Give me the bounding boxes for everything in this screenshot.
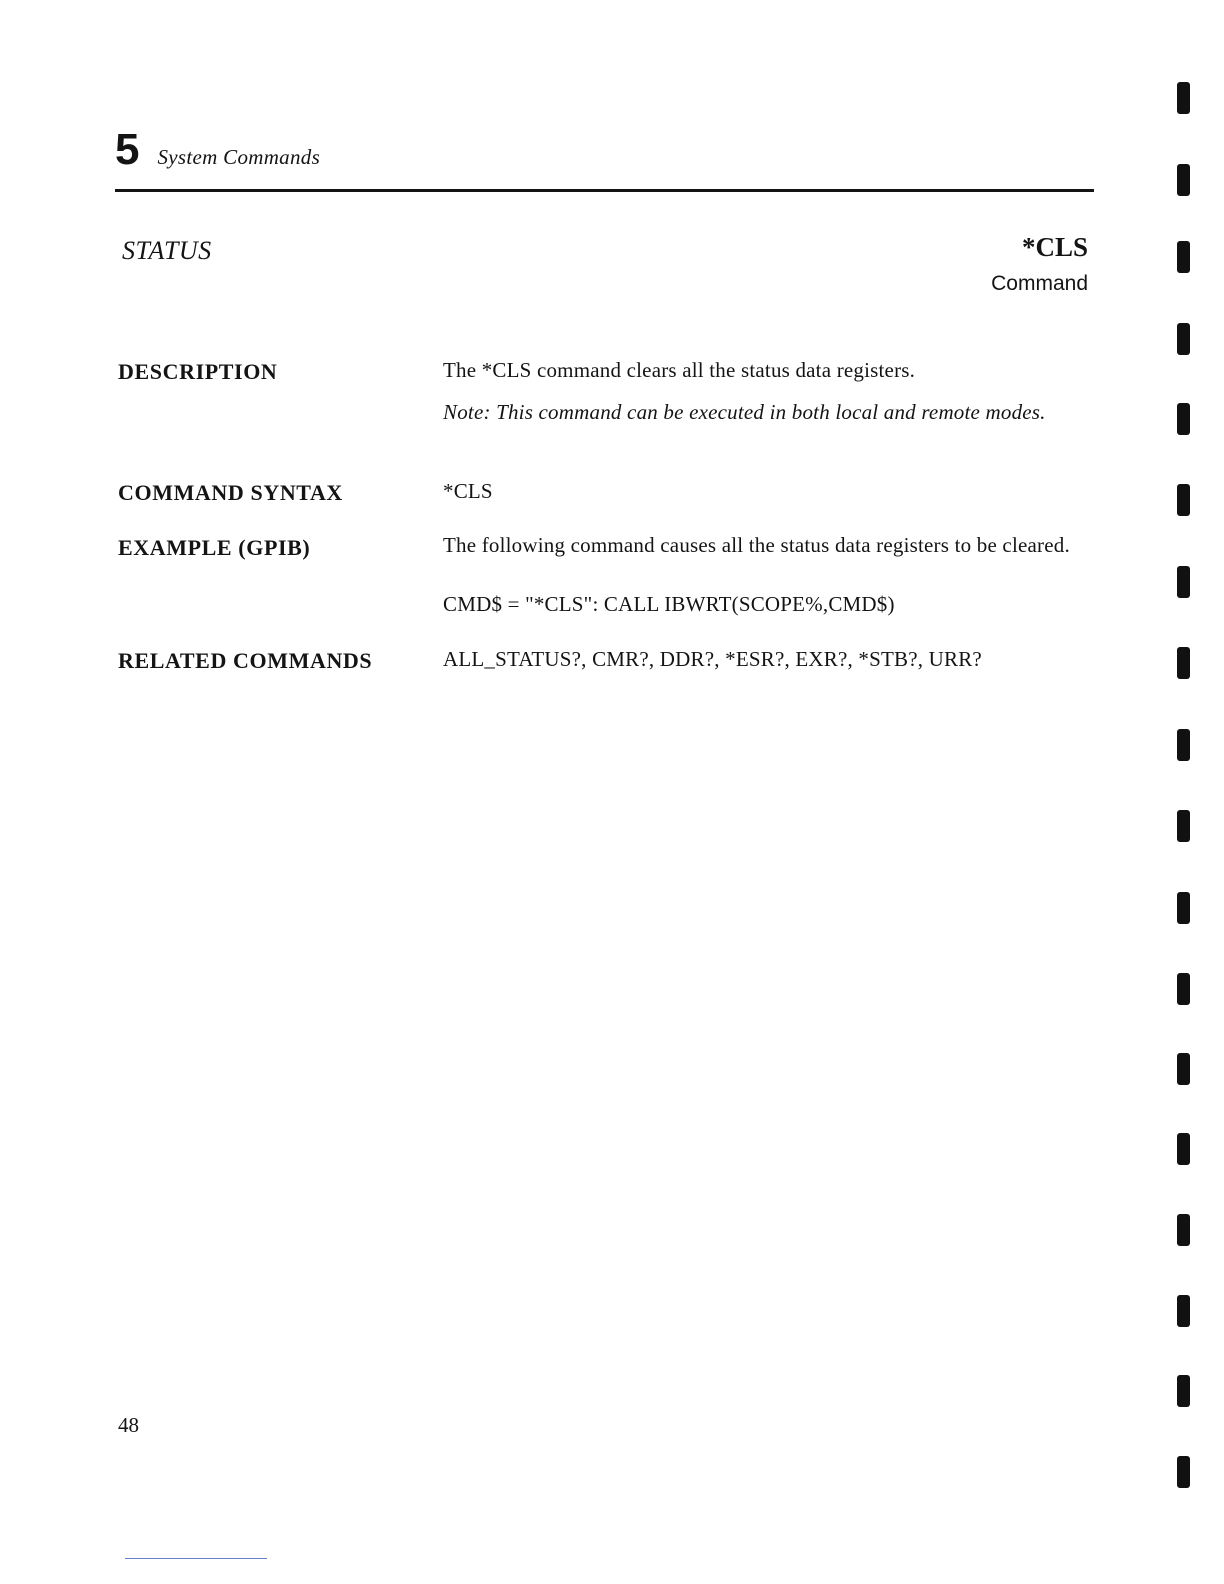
binder-mark [1177,892,1190,924]
binder-mark [1177,1053,1190,1085]
binder-mark [1177,323,1190,355]
description-text: The *CLS command clears all the status data registers. [443,358,916,382]
syntax-text: *CLS [443,479,493,503]
description-label: DESCRIPTION [118,359,278,384]
binder-mark [1177,403,1190,435]
chapter-header [115,125,321,174]
example-text: The following command causes all the status data registers to be cleared. [443,533,1070,557]
syntax-label: COMMAND SYNTAX [118,480,343,505]
example-label: EXAMPLE (GPIB) [118,535,311,560]
related-label: RELATED COMMANDS [118,648,373,673]
binder-mark [1177,484,1190,516]
command-type: Command [991,272,1088,295]
binder-mark [1177,1375,1190,1407]
binder-mark [1177,810,1190,842]
section-label: STATUS [122,236,212,265]
binder-mark [1177,1133,1190,1165]
binder-mark [1177,1295,1190,1327]
binder-mark [1177,647,1190,679]
page-number: 48 [118,1413,139,1437]
chapter-title: System Commands [157,145,321,169]
related-text: ALL_STATUS?, CMR?, DDR?, *ESR?, EXR?, *STB?, URR? [443,647,982,671]
header-rule [115,189,1094,192]
footer-line [125,1558,267,1559]
binder-mark [1177,729,1190,761]
description-note: Note: This command can be executed in both local and remote modes. [443,400,1046,424]
binder-mark [1177,973,1190,1005]
binder-mark [1177,566,1190,598]
chapter-number: 5 [115,125,140,174]
binder-mark [1177,1214,1190,1246]
command-name: *CLS [1021,232,1088,262]
binder-mark [1177,164,1190,196]
example-code: CMD$ = "*CLS": CALL IBWRT(SCOPE%,CMD$) [443,592,895,616]
binder-mark [1177,82,1190,114]
binder-mark [1177,241,1190,273]
binder-mark [1177,1456,1190,1488]
